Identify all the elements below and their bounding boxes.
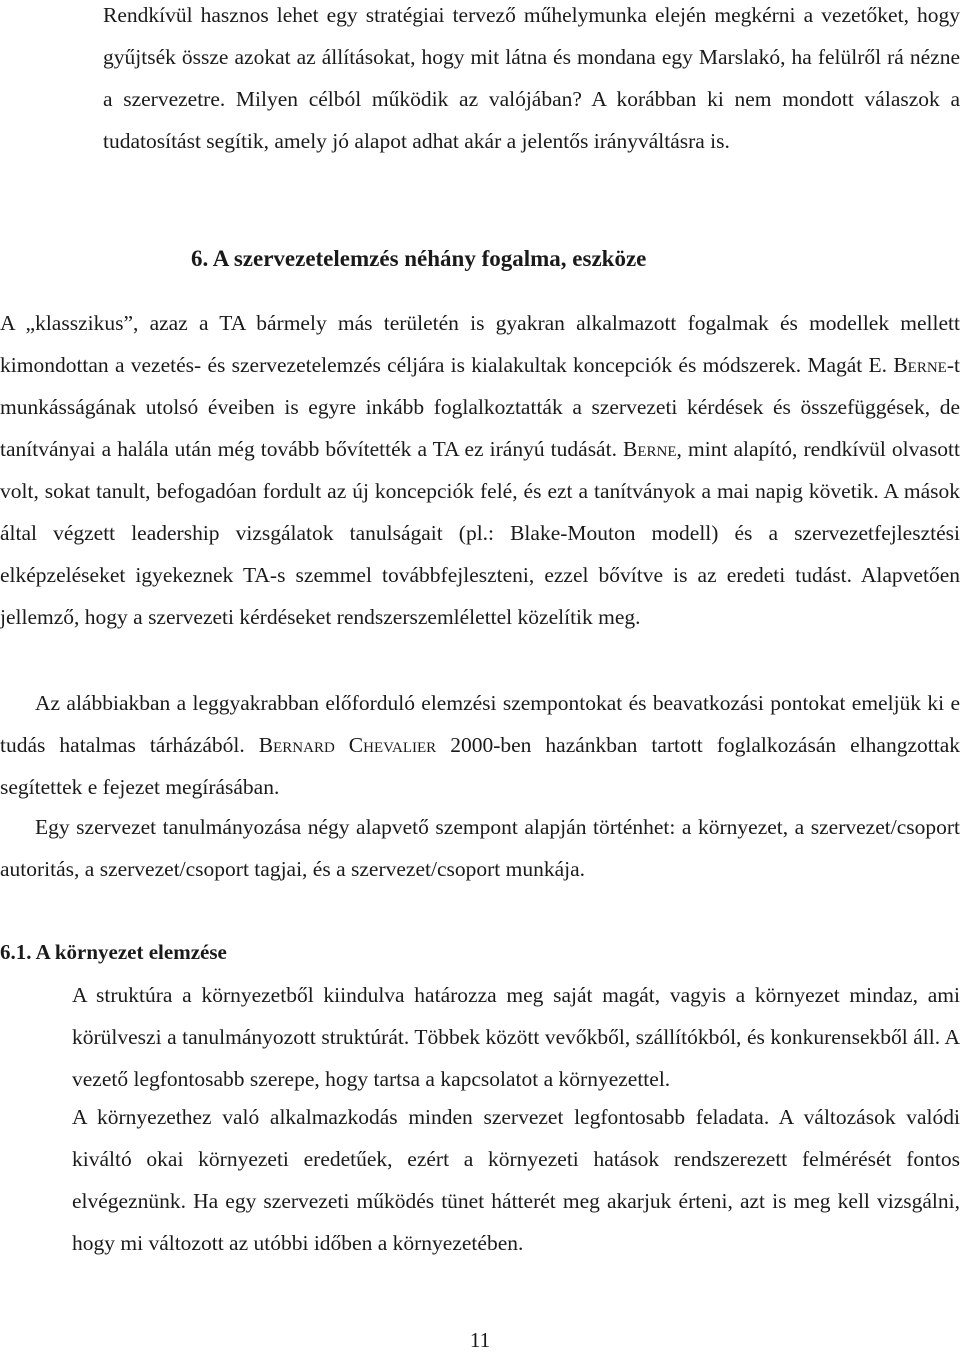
environment-paragraph-2: A környezethez való alkalmazkodás minden szervezet legfontosabb feladata. A változások valódi kiváltó okai környezeti eredetűek, ezért a környezeti hatások rendszerezett felmérését fontos elvégeznünk. Ha egy szervezeti működés tünet hátterét meg akarjuk érteni, azt is meg kell vizsgálni, hogy mi változott az utóbbi időben a környezetében. [72, 1105, 960, 1255]
sources-text-1: Az alábbiakban a leggyakrabban előforduló elemzési szempontokat és beavatkozási pontokat emeljük ki e tudás hatalmas tárházából. [0, 691, 960, 757]
section-heading: 6. A szervezetelemzés néhány fogalma, eszköze [191, 246, 647, 271]
concepts-text-1: A „klasszikus”, azaz a TA bármely más területén is gyakran alkalmazott fogalmak és modellek mellett kimondottan a vezetés- és szervezetelemzés céljára is kialakultak koncepciók és módszerek. Magát E. [0, 311, 960, 377]
sources-text-2: 2000-ben hazánkban tartott foglalkozásán elhangzottak segítettek e fejezet megírásában. [0, 733, 960, 799]
author-name-berne: Berne [893, 353, 947, 377]
aspects-paragraph: Egy szervezet tanulmányozása négy alapvető szempont alapján történhet: a környezet, a szervezet/csoport autoritás, a szervezet/csoport tagjai, és a szervezet/csoport munkája. [0, 815, 960, 881]
intro-paragraph: Rendkívül hasznos lehet egy stratégiai tervező műhelymunka elején megkérni a vezetőket, hogy gyűjtsék össze azokat az állításokat, hogy mit látna és mondana egy Marslakó, ha felülről rá nézne a szervezetre. Milyen célból működik az valójában? A korábban ki nem mondott válaszok a tudatosítást segítik, amely jó alapot adhat akár a jelentős irányváltásra is. [103, 3, 960, 153]
subsection-heading: 6.1. A környezet elemzése [0, 940, 227, 964]
sources-paragraph [0, 682, 960, 808]
concepts-text-2: -t munkásságának utolsó éveiben is egyre inkább foglalkoztatták a szervezeti kérdések és összefüggések, de tanítványai a halála után még tovább bővítették a TA ez irányú tudását. [0, 353, 960, 461]
author-name-chevalier: Bernard Chevalier [258, 733, 437, 757]
environment-paragraph-1: A struktúra a környezetből kiindulva határozza meg saját magát, vagyis a környezet mindaz, ami körülveszi a tanulmányozott struktúrát. Többek között vevőkből, szállítókból, és konkurensekből áll. A vezető legfontosabb szerepe, hogy tartsa a kapcsolatot a környezettel. [72, 983, 960, 1091]
concepts-text-3: , mint alapító, rendkívül olvasott volt, sokat tanult, befogadóan fordult az új koncepciók felé, és ezt a tanítványok a mai napig követik. A mások által végzett leadership vizsgálatok tanulságait (pl.: Blake-Mouton modell) és a szervezetfejlesztési elképzeléseket igyekeznek TA-s szemmel továbbfejleszteni, ezzel bővítve is az eredeti tudást. Alapvetően jellemző, hogy a szervezeti kérdéseket rendszerszemlélettel közelítik meg. [0, 437, 960, 629]
concepts-paragraph [0, 302, 960, 638]
page-number: 11 [469, 1328, 491, 1352]
author-name-berne: Berne [623, 437, 677, 461]
